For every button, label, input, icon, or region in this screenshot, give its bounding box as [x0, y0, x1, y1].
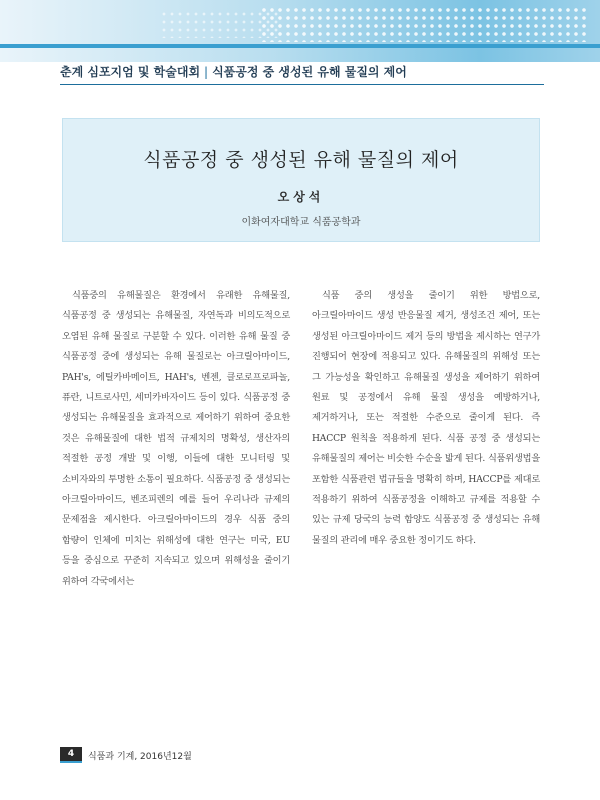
header-section: 춘계 심포지엄 및 학술대회 — [60, 65, 201, 79]
header-running-title: 식품공정 중 생성된 유해 물질의 제어 — [212, 65, 407, 79]
banner-accent-bar — [0, 44, 600, 48]
page-number: 4 — [60, 747, 82, 763]
page-footer — [60, 747, 192, 763]
body-column-right: 식품 중의 생성을 줄이기 위한 방법으로, 아크릴아마이드 생성 반응물질 제거, 생성조건 제어, 또는 생성된 아크릴아마이드 제거 등의 방법을 제시하는 연구가 진행되어 현장에 적용되고 있다. 유해물질의 위해성 또는 그 가능성을 확인하고 유해물질 생성을 제어하기 위하여 원료 및 공정에서 유해 물질 생성을 예방하거나, 제거하거나, 또는 적절한 수준으로 줄이게 된다. 즉 HACCP 원칙을 적용하게 된다. 식품 공정 중 생성되는 유해물질의 제어는 비슷한 수순을 밟게 된다. 식품위생법을 포함한 식품관련 법규들을 명확히 하며, HACCP를 제대로 적용하기 위하여 식품공정을 이해하고 규제를 적용할 수 있는 규제 당국의 능력 함양도 식품공정 중 생성되는 유해 물질의 관리에 매우 중요한 정이기도 하다. — [312, 290, 540, 546]
journal-info: 식품과 기계, 2016년12월 — [88, 751, 192, 762]
running-header — [60, 62, 544, 85]
article-author: 오상석 — [277, 190, 325, 204]
dot-pattern-decoration — [160, 10, 280, 38]
top-decorative-banner — [0, 0, 600, 62]
header-separator: | — [204, 65, 209, 79]
body-column-left: 식품중의 유해물질은 환경에서 유래한 유해물질, 식품공정 중 생성되는 유해물질, 자연독과 비의도적으로 오염된 유해 물질로 구분할 수 있다. 이러한 유해 물질 중 식품공정 중에 생성되는 유해 물질로는 아크릴아마이드, PAH's, 에틸카바메이트, HAH's, 벤젠, 클로로프로파놀, 퓨란, 니트로사민, 세미카바자이드 등이 있다. 식품공정 중 생성되는 유해물질을 효과적으로 제어하기 위하여 중요한 것은 유해물질에 대한 법적 규제치의 명확성, 생산자의 적절한 공정 개발 및 이행, 이들에 대한 모니터링 및 소비자와의 투명한 소통이 필요하다. 식품공정 중 생성되는 아크릴아마이드, 벤조피렌의 예를 들어 우리나라 규제의 문제점을 제시한다. 아크릴아마이드의 경우 식품 중의 함량이 인체에 미치는 위해성에 대한 연구는 미국, EU 등을 중심으로 꾸준히 지속되고 있으며 위해성을 줄이기 위하여 각국에서는 — [62, 290, 290, 587]
article-affiliation: 이화여자대학교 식품공학과 — [241, 217, 361, 228]
dot-pattern-decoration — [260, 6, 590, 42]
title-box — [62, 118, 540, 242]
article-title: 식품공정 중 생성된 유해 물질의 제어 — [143, 149, 459, 171]
